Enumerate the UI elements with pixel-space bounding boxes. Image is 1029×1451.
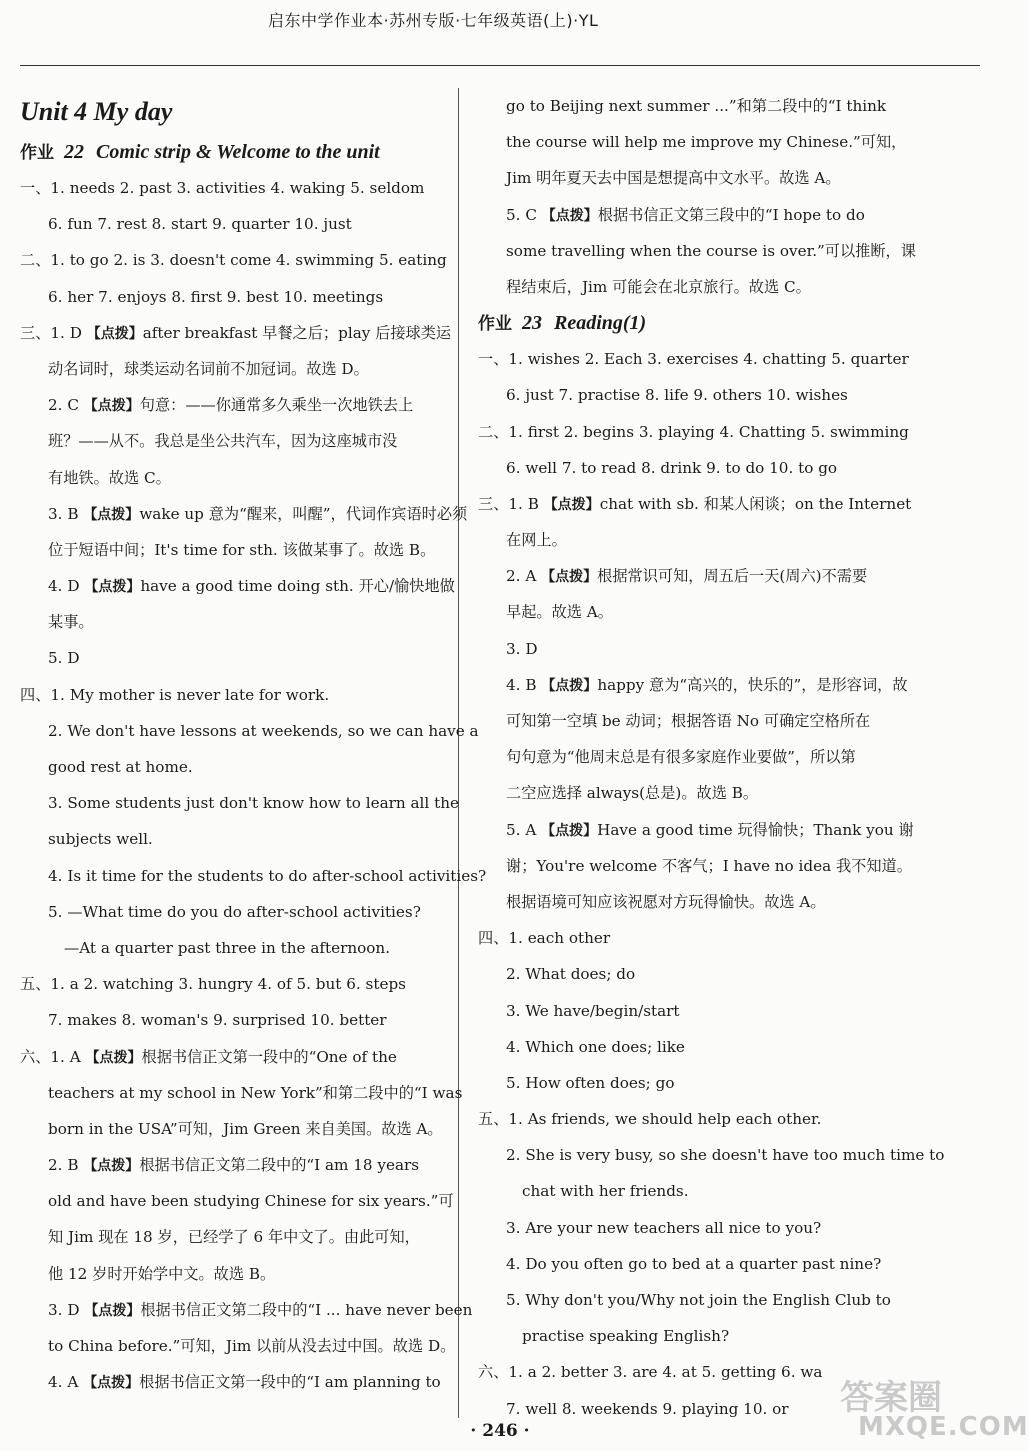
hint-marker: 【点拨】 <box>83 398 140 415</box>
hint-marker: 【点拨】 <box>541 569 598 586</box>
answer-line: the course will help me improve my Chinese.”可知， <box>506 133 907 152</box>
header-rule <box>20 65 980 66</box>
answer-line: 6. her 7. enjoys 8. first 9. best 10. meetings <box>48 287 384 306</box>
answer-line: 4. Is it time for the students to do after-school activities? <box>48 866 487 885</box>
answer-line: old and have been studying Chinese for six years.”可 <box>48 1192 454 1211</box>
hint-marker: 【点拨】 <box>86 325 143 342</box>
answer-line: 可知第一空填 be 动词；根据答语 No 可确定空格所在 <box>506 712 871 730</box>
page-header <box>0 8 1000 68</box>
answer-line: 二、1. first 2. begins 3. playing 4. Chatting 5. swimming <box>478 422 909 441</box>
answer-line: 5. —What time do you do after-school activities? <box>48 902 421 921</box>
answer-line: 在网上。 <box>506 531 567 550</box>
answer-line: 3. D 【点拨】根据书信正文第二段中的“I ... have never been <box>48 1300 473 1319</box>
answer-line: 5. D <box>48 649 80 668</box>
hint-marker: 【点拨】 <box>83 1375 140 1392</box>
answer-line: Jim 明年夏天去中国是想提高中文水平。故选 A。 <box>506 169 841 188</box>
section-title: Reading(1) <box>554 312 647 335</box>
section-title: Comic strip & Welcome to the unit <box>96 141 380 163</box>
hint-marker: 【点拨】 <box>543 496 600 513</box>
answer-line: 二空应选择 always(总是)。故选 B。 <box>506 784 759 803</box>
answer-line: 4. D 【点拨】have a good time doing sth. 开心/愉快地做 <box>48 577 455 596</box>
answer-line: 3. Some students just don't know how to learn all the <box>48 794 459 813</box>
hint-marker: 【点拨】 <box>84 579 141 596</box>
section-label: 作业 <box>478 314 512 335</box>
answer-line: 3. B 【点拨】wake up 意为“醒来，叫醒”，代词作宾语时必须 <box>48 504 468 523</box>
answer-line: some travelling when the course is over.”可以推断，课 <box>506 241 916 260</box>
answer-line: 6. fun 7. rest 8. start 9. quarter 10. just <box>48 215 352 234</box>
answer-line: 六、1. A 【点拨】根据书信正文第一段中的“One of the <box>20 1047 397 1066</box>
answer-line: 2. B 【点拨】根据书信正文第二段中的“I am 18 years <box>48 1156 420 1175</box>
answer-line: 3. Are your new teachers all nice to you? <box>506 1218 822 1237</box>
answer-line: 4. A 【点拨】根据书信正文第一段中的“I am planning to <box>48 1373 441 1392</box>
hint-marker: 【点拨】 <box>84 1302 141 1319</box>
left-column <box>20 88 487 1400</box>
answer-line: practise speaking English? <box>522 1327 730 1346</box>
answer-line: 5. C 【点拨】根据书信正文第三段中的“I hope to do <box>506 205 865 224</box>
answer-line: subjects well. <box>48 830 153 849</box>
answer-line: 4. Which one does; like <box>506 1037 685 1056</box>
answer-line: 5. Why don't you/Why not join the English Club to <box>506 1291 891 1309</box>
hint-marker: 【点拨】 <box>541 207 598 224</box>
answer-line: 6. just 7. practise 8. life 9. others 10. wishes <box>506 386 848 405</box>
header-title: 启东中学作业本·苏州专版·七年级英语(上)·YL <box>268 11 599 30</box>
answer-line: —At a quarter past three in the afternoon. <box>64 938 391 957</box>
hint-marker: 【点拨】 <box>85 1049 142 1066</box>
answer-line: 一、1. needs 2. past 3. activities 4. waking 5. seldom <box>20 179 425 197</box>
answer-line: good rest at home. <box>48 758 193 776</box>
answer-line: chat with her friends. <box>522 1182 689 1201</box>
answer-line: 程结束后，Jim 可能会在北京旅行。故选 C。 <box>506 277 811 296</box>
column-divider <box>458 88 459 1418</box>
answer-line: go to Beijing next summer ...”和第二段中的“I think <box>506 97 887 115</box>
answer-line: 3. We have/begin/start <box>506 1001 680 1020</box>
answer-line: born in the USA”可知，Jim Green 来自美国。故选 A。 <box>48 1119 443 1138</box>
answer-line: 2. What does; do <box>506 965 636 984</box>
answer-line: 早起。故选 A。 <box>506 603 613 622</box>
answer-line: 7. makes 8. woman's 9. surprised 10. better <box>48 1011 387 1030</box>
answer-line: 2. C 【点拨】句意：——你通常多久乘坐一次地铁去上 <box>48 396 414 415</box>
watermark-text: 答案圈 <box>840 1378 942 1418</box>
answer-line: 知 Jim 现在 18 岁，已经学了 6 年中文了。由此可知， <box>48 1228 420 1247</box>
answer-line: 4. Do you often go to bed at a quarter past nine? <box>506 1254 882 1273</box>
answer-lines-continued <box>478 88 978 305</box>
answer-line: 三、1. B 【点拨】chat with sb. 和某人闲谈；on the Internet <box>478 494 912 513</box>
section-number: 22 <box>64 141 84 163</box>
answer-line: 某事。 <box>48 613 94 632</box>
answer-line: 4. B 【点拨】happy 意为“高兴的，快乐的”，是形容词，故 <box>506 675 908 694</box>
watermark-url: MXQE.COM <box>858 1412 1029 1442</box>
answer-line: 他 12 岁时开始学中文。故选 B。 <box>48 1264 276 1283</box>
answer-line: 五、1. As friends, we should help each other. <box>478 1110 822 1129</box>
answer-line: 五、1. a 2. watching 3. hungry 4. of 5. but 6. steps <box>20 975 406 994</box>
answer-line: teachers at my school in New York”和第二段中的“I was <box>48 1083 463 1102</box>
answer-line: 5. A 【点拨】Have a good time 玩得愉快；Thank you 谢 <box>506 820 914 839</box>
section-number: 23 <box>522 312 542 335</box>
answer-line: 谢；You're welcome 不客气；I have no idea 我不知道。 <box>506 856 912 875</box>
answer-line: 班？——从不。我总是坐公共汽车，因为这座城市没 <box>48 432 398 451</box>
answer-line: 二、1. to go 2. is 3. doesn't come 4. swimming 5. eating <box>20 251 447 270</box>
answer-line: 句句意为“他周末总是有很多家庭作业要做”，所以第 <box>506 748 856 767</box>
right-column <box>478 88 978 1427</box>
answer-line: 六、1. a 2. better 3. are 4. at 5. getting 6. wa <box>478 1363 823 1382</box>
answer-line: 三、1. D 【点拨】after breakfast 早餐之后；play 后接球类运 <box>20 323 452 342</box>
page-number: · 246 · <box>470 1421 530 1441</box>
hint-marker: 【点拨】 <box>83 506 140 523</box>
answer-lines <box>20 170 487 1400</box>
section-label: 作业 <box>20 143 54 163</box>
answer-line: 根据语境可知应该祝愿对方玩得愉快。故选 A。 <box>506 892 826 911</box>
answer-line: 位于短语中间；It's time for sth. 该做某事了。故选 B。 <box>48 540 436 559</box>
answer-line: 有地铁。故选 C。 <box>48 468 171 487</box>
hint-marker: 【点拨】 <box>541 822 598 839</box>
answer-line: 2. A 【点拨】根据常识可知，周五后一天(周六)不需要 <box>506 567 868 586</box>
answer-line: 5. How often does; go <box>506 1073 675 1092</box>
section-heading-22 <box>20 134 452 170</box>
answer-line: 四、1. each other <box>478 929 611 948</box>
answer-line: 一、1. wishes 2. Each 3. exercises 4. chatting 5. quarter <box>478 350 909 369</box>
answer-line: 7. well 8. weekends 9. playing 10. or <box>506 1399 789 1418</box>
answer-line: 2. We don't have lessons at weekends, so we can have a <box>48 721 479 740</box>
answer-line: 3. D <box>506 639 538 658</box>
unit-title: Unit 4 My day <box>20 97 173 126</box>
answer-lines <box>478 341 978 1427</box>
hint-marker: 【点拨】 <box>541 677 598 694</box>
answer-line: 2. She is very busy, so she doesn't have too much time to <box>506 1146 945 1165</box>
answer-line: 动名词时，球类运动名词前不加冠词。故选 D。 <box>48 359 369 378</box>
answer-line: 6. well 7. to read 8. drink 9. to do 10. to go <box>506 458 838 477</box>
answer-line: to China before.”可知，Jim 以前从没去过中国。故选 D。 <box>48 1337 456 1355</box>
section-heading-23 <box>478 305 978 341</box>
hint-marker: 【点拨】 <box>83 1158 140 1175</box>
answer-line: 四、1. My mother is never late for work. <box>20 685 330 704</box>
